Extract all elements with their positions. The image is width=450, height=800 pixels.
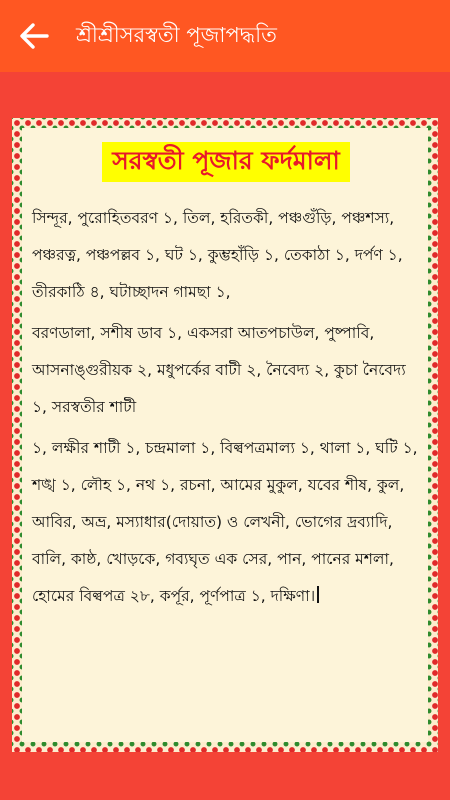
paragraph-3-text: ১, লক্ষীর শাটী ১, চন্দ্রমালা ১, বিল্বপত্রমাল্য ১, থালা ১, ঘটি ১, শঙ্খ ১, লৌহ ১, নথ ১, রচনা, আমের মুকুল, যবের শীষ, কুল, আবির, অভ্র, মস্যাধার(দোয়াত) ও লেখনী, ভোগের দ্রব্যাদি, বালি, কাষ্ঠ, খোড়কে, গব্যঘৃত এক সের, পান, পানের মশলা, হোমের বিল্বপত্র ২৮, কর্পূর, পূর্ণপাত্র ১, দক্ষিণা। bbox=[32, 439, 418, 605]
text-cursor bbox=[317, 586, 319, 603]
page-heading: সরস্বতী পূজার ফর্দমালা bbox=[102, 142, 350, 182]
paragraph-3 bbox=[32, 430, 420, 615]
paragraph-1: সিন্দূর, পুরোহিতবরণ ১, তিল, হরিতকী, পঞ্চগুঁড়ি, পঞ্চশস্য, পঞ্চরত্ন, পঞ্চপল্লব ১, ঘট ১, কুম্ভহাঁড়ি ১, তেকাঠা ১, দর্পণ ১, তীরকাঠি ৪, ঘটাচ্ছাদন গামছা ১, bbox=[32, 209, 403, 301]
paragraph-2: বরণডালা, সশীষ ডাব ১, একসরা আতপচাউল, পুষ্পাবি, আসনাঙ্গুরীয়ক ২, মধুপর্কের বাটী ২, নৈবেদ্য ২, কুচা নৈবেদ্য ১, সরস্বতীর শাটী bbox=[32, 324, 406, 416]
arrow-left-icon bbox=[19, 23, 49, 49]
app-bar bbox=[0, 0, 450, 72]
content-page[interactable] bbox=[22, 128, 428, 742]
app-title: শ্রীশ্রীসরস্বতী পূজাপদ্ধতি bbox=[76, 22, 277, 47]
decorative-floral-border bbox=[12, 118, 438, 752]
back-button[interactable] bbox=[6, 0, 62, 72]
